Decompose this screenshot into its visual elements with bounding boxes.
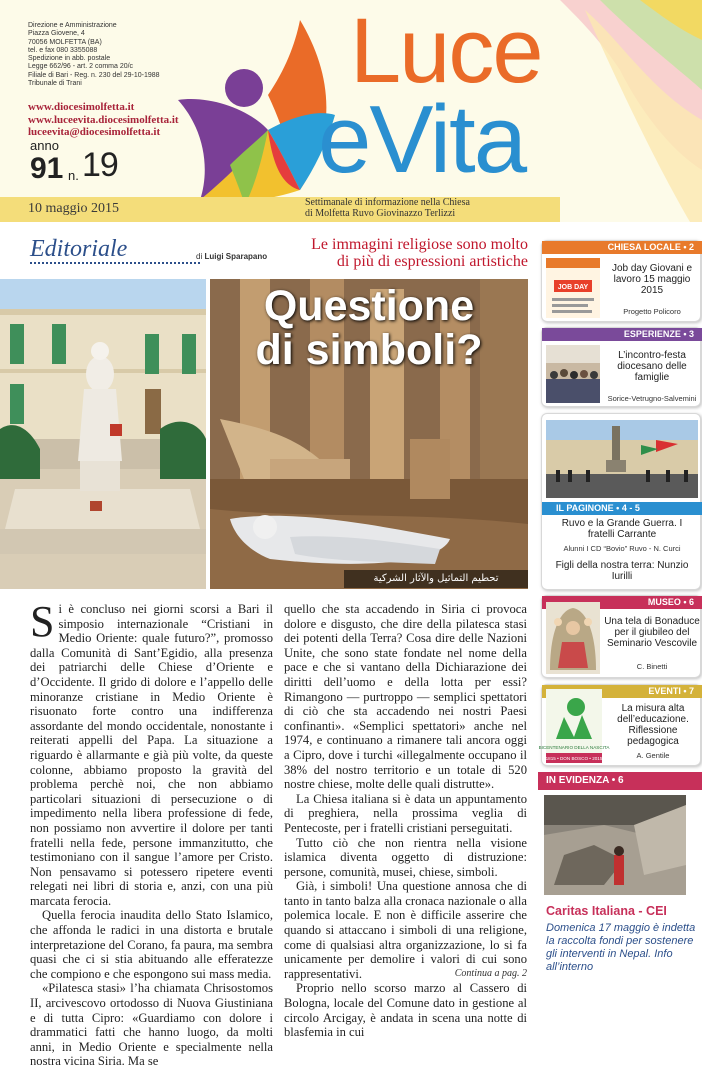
article-paragraph: Tutto ciò che non rientra nella visione islamica diventa oggetto di distruzione: persone, comunità, musei, chiese, simboli. bbox=[284, 835, 527, 879]
article-paragraph: quello che sta accadendo in Siria ci provoca dolore e disgusto, che dire della pilatesca stasi dei potenti della Terra? Cosa dire delle Nazioni Unite, che sono state fondate nel nome della pace e che si vantano della Dichiarazione dei diritti dell’uomo e della lotta per essi? Rimangono — purtroppo — semplici spettatori di ciò che sta accadendo nei nostri Paesi confinanti». «Semplici spettatori» anche nel 1974, e continuano a rimanere tali ancora oggi a Cipro, dove i turchi «illegalmente occupano il 38% del nostro territorio e un totale di 520 nostre chiese, molte delle quali distrutte». bbox=[284, 602, 527, 792]
author-line bbox=[196, 252, 267, 261]
email-link[interactable]: luceevita@diocesimolfetta.it bbox=[28, 126, 161, 138]
section-dotted-rule bbox=[30, 262, 200, 264]
box-header: EVENTI • 7 bbox=[648, 686, 694, 696]
box-byline: Alunni I CD “Bovio” Ruvo - N. Curci bbox=[563, 544, 681, 553]
evidence-header-label: IN EVIDENZA • 6 bbox=[546, 775, 624, 786]
masthead bbox=[0, 0, 702, 222]
article-paragraph: Già, i simboli! Una questione annosa che di tanto in tanto balza alla cronaca nazionale o alla polemica locale. E non è difficile asserire che quando si attaccano i simboli di una religione, come di qualsiasi altra organizzazione, lo si fa unicamente per demolire i valori di cui sono rappresentativi. bbox=[284, 879, 527, 981]
box-byline: A. Gentile bbox=[636, 751, 670, 760]
box-byline: C. Binetti bbox=[636, 662, 668, 671]
publisher-line: tel. e fax 080 3355088 bbox=[28, 46, 98, 54]
bicentenario-text: BICENTENARIO DELLA NASCITA bbox=[538, 745, 610, 750]
box-header: IL PAGINONE • 4 - 5 bbox=[556, 503, 640, 513]
dropcap: S bbox=[30, 597, 55, 646]
box-byline: Progetto Policoro bbox=[623, 307, 681, 316]
section-title: Editoriale bbox=[30, 236, 128, 262]
contact-links bbox=[28, 101, 179, 139]
sidebar-box-museo[interactable] bbox=[541, 595, 701, 678]
sidebar-box-eventi[interactable] bbox=[538, 684, 701, 766]
sidebar-box-paginone[interactable] bbox=[541, 413, 701, 590]
article-column-1 bbox=[30, 597, 273, 1069]
website-link[interactable]: www.diocesimolfetta.it bbox=[28, 101, 135, 113]
nepal-photo bbox=[544, 795, 686, 895]
editorial-subtitle bbox=[300, 236, 528, 270]
box-header: MUSEO • 6 bbox=[647, 597, 694, 607]
publisher-line: Legge 662/96 - art. 2 comma 20/c bbox=[28, 63, 134, 71]
nepal-earthquake-photo bbox=[544, 795, 686, 895]
box-header: CHIESA LOCALE • 2 bbox=[607, 242, 694, 252]
paragraph-text: i è concluso nei giorni scorsi a Bari il simposio internazionale “Cristiani in Medio Oriente: quale futuro?”, promosso dalla Comunità di Sant’Egidio, alla presenza dei patriarchi delle Chiese d’Oriente e d’Occidente. Il grido di dolore e l’appello delle minoranze cristiane in Medio Oriente è risuonato forte contro una indifferenza assordante del mondo occidentale, nonostante i reiterati appelli del Papa. La situazione a riguardo è allarmante e già più volte, da queste colonne, abbiamo proposto la gravità del problema perchè noi, che non abbiamo particolari situazioni di persecuzione o di impedimento nella libera professione di fede, non possiamo non avvertire il dolore per tanti fratelli nella fede, persone immanzitutto, che testimoniano con il sangue l’amore per Cristo. Non pensavamo si potessero ripetere eventi relegati nei libri di storia e, anzi, con una più marcata ferocia. bbox=[30, 602, 273, 908]
war-memorial-photo bbox=[546, 420, 698, 498]
article-paragraph: La Chiesa italiana si è data un appuntamento di preghiera, nella prossima veglia di Pentecoste, per i fratelli cristiani perseguitati. bbox=[284, 791, 527, 835]
painting-image bbox=[546, 602, 600, 674]
box-header: ESPERIENZE • 3 bbox=[623, 329, 694, 339]
numero-label: n. bbox=[68, 168, 79, 183]
box-byline: Sorice-Vetrugno-Salvemini bbox=[607, 394, 697, 403]
author-name: Luigi Sparapano bbox=[204, 252, 268, 261]
families-thumbnail bbox=[546, 345, 600, 403]
publisher-info bbox=[28, 22, 188, 88]
headline-line: Questione bbox=[263, 282, 475, 330]
box-title: Una tela di Bonaduce per il giubileo del Seminario Vescovile bbox=[604, 616, 700, 649]
subtitle-line: Le immagini religiose sono molto bbox=[311, 236, 528, 253]
tagline bbox=[305, 198, 545, 219]
box-title: Job day Giovani e lavoro 15 maggio 2015 bbox=[611, 263, 693, 296]
publisher-line: Piazza Giovene, 4 bbox=[28, 30, 85, 38]
headline-line: di simboli? bbox=[255, 326, 483, 374]
box-title: L’incontro-festa diocesano delle famiglie bbox=[617, 350, 687, 383]
tagline-line: di Molfetta Ruvo Giovinazzo Terlizzi bbox=[305, 207, 456, 219]
war-memorial-thumbnail bbox=[546, 420, 698, 498]
evidence-header bbox=[538, 772, 702, 790]
logo-vita: eVita bbox=[318, 86, 526, 193]
headline bbox=[210, 284, 528, 372]
anno-value: 91 bbox=[30, 152, 64, 185]
logo-luce: Luce bbox=[350, 0, 542, 102]
continua-link[interactable]: Continua a pag. 2 bbox=[454, 968, 527, 979]
box-title-secondary: Figli della nostra terra: Nunzio Iurilli bbox=[555, 560, 689, 582]
author-prefix: di bbox=[196, 252, 203, 261]
article-paragraph: Proprio nello scorso marzo al Cassero di Bologna, locale del Comune dato in gestione al circolo Arcigay, è andata in scena una notte di blasfemia in cui bbox=[284, 981, 527, 1040]
job-day-poster bbox=[546, 258, 600, 318]
statue-photo bbox=[0, 279, 206, 589]
article-paragraph bbox=[30, 597, 273, 908]
publisher-line: Filiale di Bari - Reg. n. 230 del 29-10-1988 bbox=[28, 71, 160, 79]
website-link[interactable]: www.luceevita.diocesimolfetta.it bbox=[28, 113, 179, 126]
numero-value: 19 bbox=[82, 146, 118, 184]
issue-date: 10 maggio 2015 bbox=[28, 201, 119, 216]
statue-photo-illustration bbox=[0, 279, 206, 589]
don-bosco-logo bbox=[538, 689, 610, 763]
evidence-title: Caritas Italiana - CEI bbox=[546, 904, 667, 918]
don-bosco-years-text: 1815 • DON BOSCO • 2015 bbox=[545, 756, 603, 761]
tagline-line: Settimanale di informazione nella Chiesa bbox=[305, 197, 470, 208]
publisher-line: Tribunale di Trani bbox=[28, 80, 82, 88]
don-bosco-thumbnail bbox=[538, 689, 610, 763]
job-day-thumbnail bbox=[546, 258, 600, 318]
publisher-line: 70056 MOLFETTA (BA) bbox=[28, 38, 102, 46]
sidebar-box-chiesa-locale[interactable] bbox=[541, 240, 701, 322]
sidebar-box-esperienze[interactable] bbox=[541, 327, 701, 407]
anno-label: anno bbox=[30, 138, 59, 153]
box-title: Ruvo e la Grande Guerra. I fratelli Carrante bbox=[561, 518, 683, 540]
subtitle-line: di più di espressioni artistiche bbox=[336, 253, 528, 270]
article-paragraph: Quella ferocia inaudita dello Stato Islamico, che affonda le radici in una distorta e brutale interpretazione del Corano, fa paura, ma sembra quasi che ci si stia abituando alle efferatezze che compiono e che espongono sui mass media. bbox=[30, 908, 273, 981]
publisher-line: Spedizione in abb. postale bbox=[28, 55, 111, 63]
box-title: La misura alta dell’educazione. Riflessione pedagogica bbox=[617, 703, 689, 747]
job-day-thumb-text: JOB DAY bbox=[557, 284, 589, 291]
publisher-line: Direzione e Amministrazione bbox=[28, 22, 117, 29]
article-paragraph: «Pilatesca stasi» l’ha chiamata Chrisostomos II, arcivescovo ortodosso di Nuova Giustiniana e di tutta Cipro: «Guardiamo con dolore i drammatici fatti che hanno luogo, da molti anni, in Medio Oriente e specialmente nella nostra vicina Siria. Ma se bbox=[30, 981, 273, 1069]
painting-thumbnail bbox=[546, 602, 600, 674]
photo-caption: تحطيم التماثيل والآثار الشركية bbox=[344, 570, 528, 588]
evidence-text: Domenica 17 maggio è indetta la raccolta fondi per sostenere gli interventi in Nepal. Info all’interno bbox=[546, 922, 696, 973]
families-photo bbox=[546, 345, 600, 403]
